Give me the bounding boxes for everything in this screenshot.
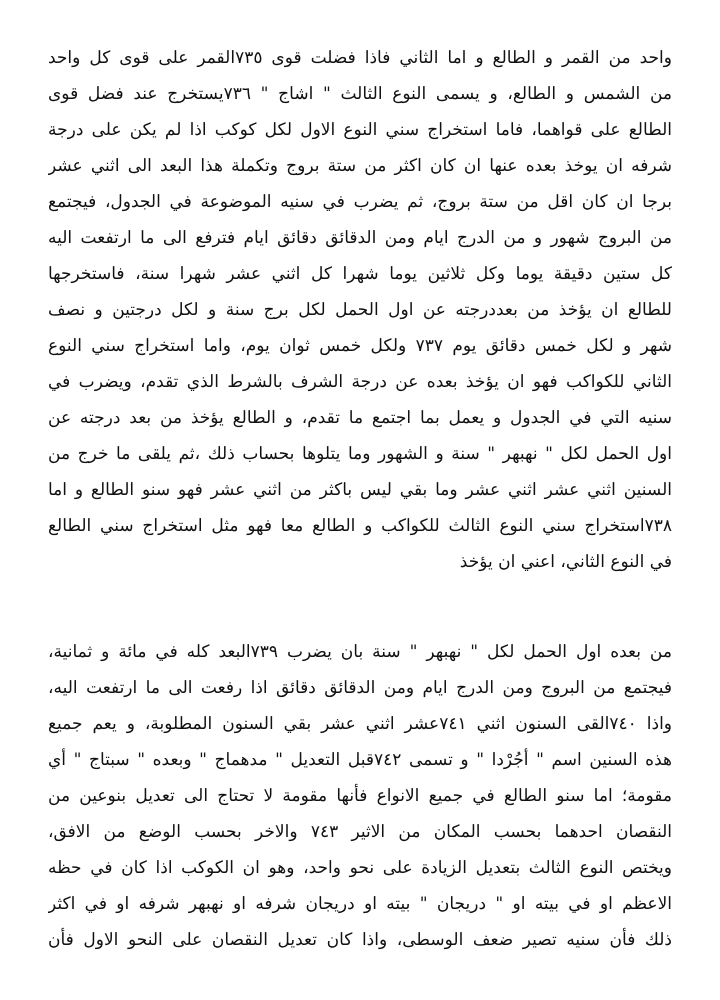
text-line: النقصان احدهما بحسب المكان من الاثير ٧٤٣ والاخر بحسب الوضع من الافق، [48,822,672,842]
text-line: الثاني للكواكب فهو ان يؤخذ بعده عن درجة الشرف بالشرط الذي تقدم، ويضرب في [48,372,672,392]
text-line: الاعظم او في بيته او " دريجان " بيته او دريجان شرفه او نهبهر شرفه او في اكثر [48,894,672,914]
text-line: اول الحمل لكل " نهبهر " سنة و الشهور وما يتلوها بحساب ذلك ،ثم يلقى ما خرج من [48,444,672,464]
text-line: شرفه ان يوخذ بعده عنها ان كان اكثر من ستة بروج وتكملة هذا البعد الى اثني عشر [48,156,672,176]
text-line: هذه السنين اسم " أجُرْدا " و تسمى ٧٤٢قبل التعديل " مدهماج " وبعده " سبتاج " أي [48,750,672,770]
text-line: ذلك فأن سنيه تصير ضعف الوسطى، واذا كان تعديل النقصان على النحو الاول فأن [48,930,672,950]
text-line: كل ستين دقيقة يوما وكل ثلاثين يوما شهرا كل اثني عشر شهرا سنة، فاستخرجها [48,264,672,284]
text-line: للطالع ان يؤخذ من بعددرجته عن اول الحمل لكل برج سنة و لكل درجتين و نصف [48,300,672,320]
text-line: ٧٣٨استخراج سني النوع الثالث للكواكب و الطالع معا فهو مثل استخراج سني الطالع [48,516,672,536]
text-line: ويختص النوع الثالث بتعديل الزيادة على نحو واحد، وهو ان الكوكب اذا كان في حظه [48,858,672,878]
text-line: فيجتمع من البروج ومن الدرج ايام ومن الدقائق دقائق اذا رفعت الى ما ارتفعت اليه، [48,678,672,698]
text-line: من بعده اول الحمل لكل " نهبهر " سنة بان يضرب ٧٣٩البعد كله في مائة و ثمانية، [48,642,672,662]
paragraph-1 [48,40,672,580]
text-line: في النوع الثاني، اعني ان يؤخذ [459,552,672,572]
text-line: من الشمس و الطالع، و يسمى النوع الثالث " اشاج " ٧٣٦يستخرج عند فضل قوى [48,84,672,104]
text-line: سنيه التي في الجدول و يعمل بما اجتمع ما تقدم، و الطالع يؤخذ من بعد درجته عن [48,408,672,428]
text-line: واذا ٧٤٠القى السنون اثني ٧٤١عشر اثني عشر بقي السنون المطلوبة، و يعم جميع [48,714,672,734]
text-line: برجا ان كان اقل من ستة بروج، ثم يضرب في سنيه الموضوعة في الجدول، فيجتمع [48,192,672,212]
text-line: شهر و لكل خمس دقائق يوم ٧٣٧ ولكل خمس ثوان يوم، واما استخراج سني النوع [48,336,672,356]
text-line: واحد من القمر و الطالع و اما الثاني فاذا فضلت قوى ٧٣٥القمر على قوى كل واحد [48,48,672,68]
text-line: مقومة؛ اما سنو الطالع في جميع الانواع فأنها مقومة لا تحتاج الى تعديل بنوعين من [48,786,672,806]
text-line: السنين اثني عشر اثني عشر وما بقي ليس باكثر من اثني عشر فهو سنو الطالع و اما [48,480,672,500]
paragraph-2 [48,634,672,958]
text-line: من البروج شهور و من الدرج ايام ومن الدقائق دقائق ايام فترفع الى ما ارتفعت اليه [48,228,672,248]
text-line: الطالع على قواهما، فاما استخراج سني النوع الاول لكل كوكب اذا لم يكن على درجة [48,120,672,140]
